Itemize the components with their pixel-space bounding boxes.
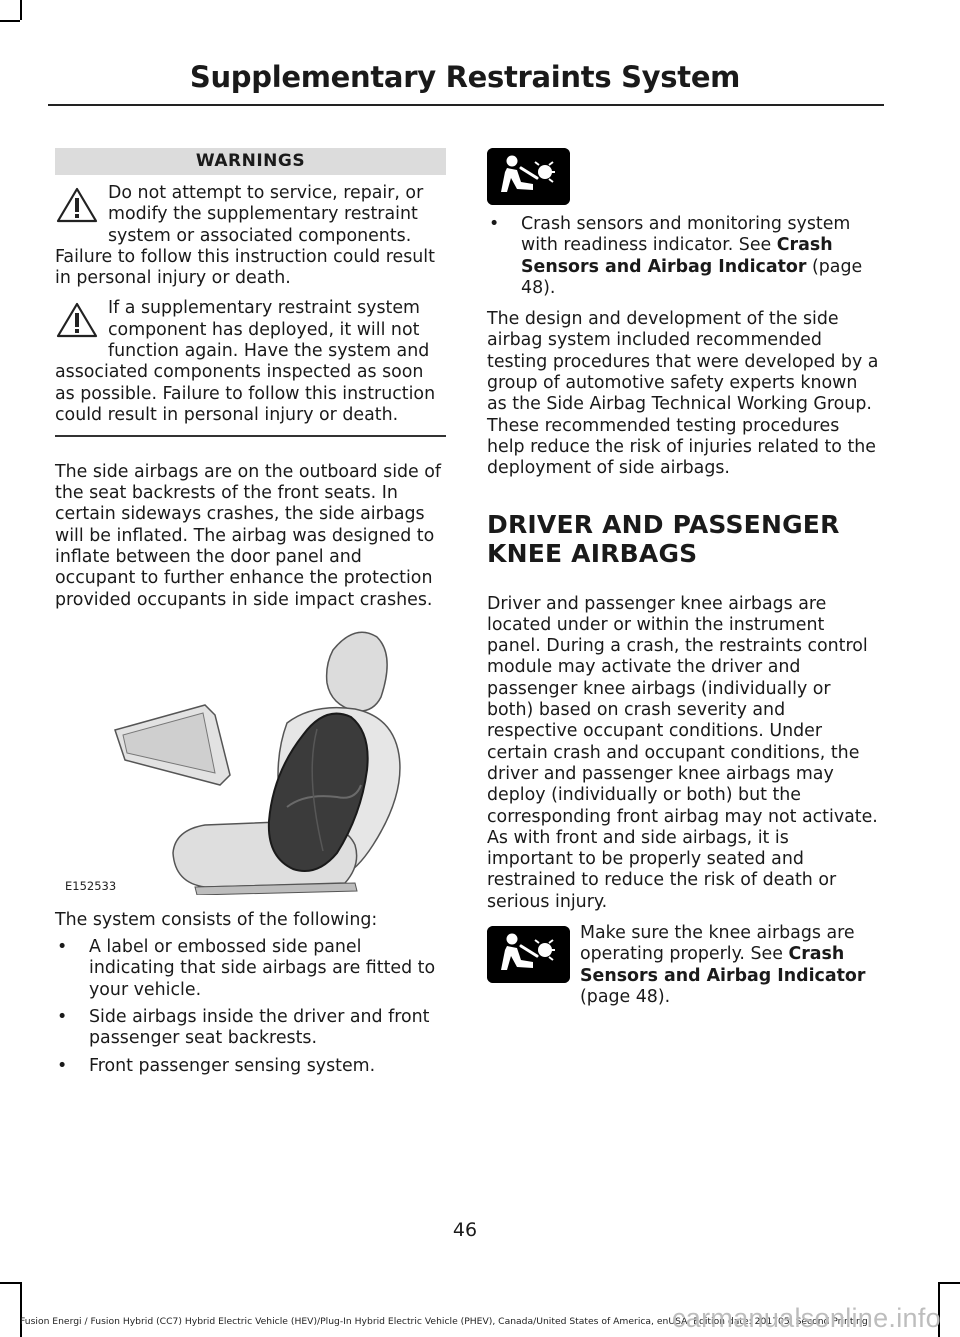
warning-text: Do not attempt to service, repair, or modify the supplementary restraint system or associated components. Failure to follow this instruction could result in personal injury or death.	[55, 183, 435, 289]
airbag-indicator-icon	[487, 926, 570, 983]
crop-mark	[0, 1282, 20, 1284]
crop-mark	[20, 0, 22, 20]
page-title: Supplementary Restraints System	[189, 60, 741, 94]
crop-mark	[938, 1282, 960, 1284]
watermark: carmanualsonline.info	[672, 1303, 941, 1333]
list-item	[487, 214, 879, 299]
left-column	[55, 148, 446, 1077]
seat-side-airbag-illustration	[55, 625, 446, 895]
list-lead: The system consists of the following:	[55, 909, 378, 930]
warning-block	[55, 298, 446, 426]
page-number: 46	[452, 1219, 478, 1241]
section-heading-line: DRIVER AND PASSENGER	[487, 509, 840, 539]
note-body: Make sure the knee airbags are operating properly. See	[580, 923, 855, 965]
figure-id: E152533	[65, 878, 117, 893]
warning-triangle-icon	[55, 298, 99, 344]
seat-airbag-drawing	[55, 625, 446, 895]
right-column	[487, 148, 879, 1008]
intro-paragraph: The side airbags are on the outboard side of the seat backrests of the front seats. In certain sideways crashes, the side airbags will be inflated. The airbag was designed to inflate between the door panel and occupant to further enhance the protection provided occupants in side impact crashes.	[55, 461, 442, 610]
page-footer: Fusion Energi / Fusion Hybrid (CC7) Hybrid Electric Vehicle (HEV)/Plug-In Hybrid Electric Vehicle (PHEV), Canada/United States of America, enUSA, Edition date: 201705, Second Printing	[20, 1316, 868, 1327]
warnings-heading: WARNINGS	[55, 148, 446, 175]
section-heading-line: KNEE AIRBAGS	[487, 538, 698, 568]
crop-mark	[0, 20, 20, 22]
list-item: • Side airbags inside the driver and front passenger seat backrests.	[55, 1007, 446, 1050]
warning-block	[55, 183, 446, 289]
list-item: • A label or embossed side panel indicating that side airbags are fitted to your vehicle.	[55, 937, 446, 1001]
list-item: • Front passenger sensing system.	[55, 1056, 446, 1077]
airbag-indicator-icon	[487, 148, 570, 205]
side-airbag-paragraph: The design and development of the side airbag system included recommended testing procedures that were developed by a group of automotive safety experts known as the Side Airbag Technical Working Group. These recommended testing procedures help reduce the risk of injuries related to the deployment of side airbags.	[487, 309, 879, 479]
bullet-text: Crash sensors and monitoring system with readiness indicator. See	[521, 214, 851, 256]
bullet-page-ref: (page 48).	[521, 256, 863, 298]
crop-mark	[20, 1282, 22, 1337]
note-page-ref: (page 48).	[580, 986, 671, 1007]
crash-sensors-link[interactable]: Crash Sensors and Airbag Indicator	[521, 235, 833, 277]
section-divider	[55, 435, 446, 437]
knee-airbag-paragraph: Driver and passenger knee airbags are located under or within the instrument panel. During a crash, the restraints control module may activate the driver and passenger knee airbags (individually or both) based on crash severity and respective occupant conditions. Under certain crash and occupant conditions, the driver and passenger knee airbags may deploy (individually or both) but the corresponding front airbag may not activate. As with front and side airbags, it is important to be properly seated and restrained to reduce the risk of death or serious injury.	[487, 593, 878, 912]
section-heading	[487, 510, 879, 568]
header-rule	[48, 104, 884, 106]
crash-sensors-link[interactable]: Crash Sensors and Airbag Indicator	[580, 944, 866, 986]
warning-triangle-icon	[55, 183, 99, 229]
knee-airbag-note	[487, 923, 879, 1008]
warning-text: If a supplementary restraint system component has deployed, it will not function again. Have the system and associated components inspected as soon as possible. Failure to follow this instruction could result in personal injury or death.	[55, 298, 436, 425]
